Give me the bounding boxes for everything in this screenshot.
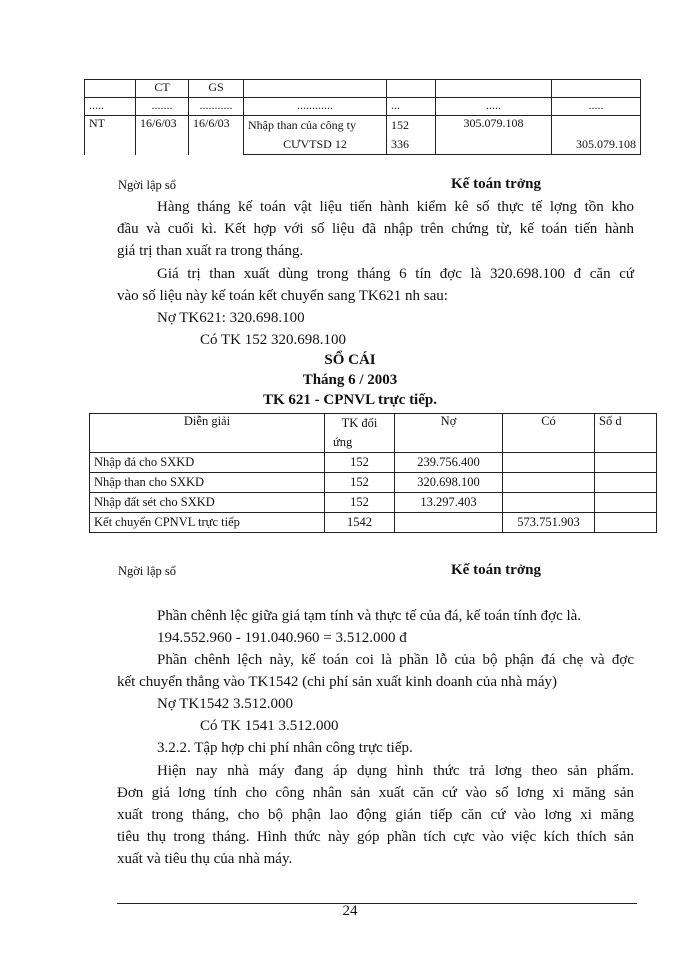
dots-cell: ... <box>387 98 436 116</box>
row-description: Nhập than cho SXKD <box>90 473 325 493</box>
journal-entry-credit: Có TK 1541 3.512.000 <box>200 718 339 734</box>
cell <box>436 80 552 98</box>
paragraph-line: xuất và tiêu thụ của nhà máy. <box>117 851 293 867</box>
header-account-line: TK đối <box>341 416 378 430</box>
cell <box>85 80 136 98</box>
table-row <box>90 453 657 473</box>
row-account: 1542 <box>325 513 395 533</box>
paragraph-line: giá trị than xuất ra trong tháng. <box>117 243 304 259</box>
header-credit: Có <box>503 414 595 453</box>
preparer-label: Ngời lập sổ <box>118 178 176 192</box>
description-cell <box>244 116 387 155</box>
row-balance <box>595 453 657 473</box>
row-credit <box>503 493 595 513</box>
dots-cell: ..... <box>436 98 552 116</box>
row-balance <box>595 493 657 513</box>
table-row <box>90 493 657 513</box>
row-debit: 320.698.100 <box>395 473 503 493</box>
journal-entry-debit: Nợ TK1542 3.512.000 <box>157 696 293 712</box>
header-ct: CT <box>136 80 189 98</box>
row-description: Kết chuyển CPNVL trực tiếp <box>90 513 325 533</box>
paragraph-line: Phần chênh lệch này, kế toán coi là phần lỗ của bộ phận đá chẹ và đợc <box>157 652 634 668</box>
page-number: 24 <box>342 903 358 919</box>
journal-table <box>84 79 641 155</box>
row-balance <box>595 513 657 533</box>
row-credit: 573.751.903 <box>503 513 595 533</box>
credit-cell: 305.079.108 <box>552 116 641 155</box>
row-balance <box>595 473 657 493</box>
row-account: 152 <box>325 473 395 493</box>
dots-cell: ........... <box>189 98 244 116</box>
tk-line: 336 <box>391 137 409 151</box>
dots-cell: ....... <box>136 98 189 116</box>
paragraph-line: Giá trị than xuất dùng trong tháng 6 tín đợc là 320.698.100 đ căn cứ <box>157 266 634 282</box>
preparer-label: Ngời lập sổ <box>118 564 176 578</box>
header-description: Diễn giải <box>90 414 325 453</box>
row-credit <box>503 453 595 473</box>
row-account: 152 <box>325 453 395 473</box>
section-heading: 3.2.2. Tập hợp chi phí nhân công trực tiếp. <box>157 740 413 756</box>
paragraph-line: Hiện nay nhà máy đang áp dụng hình thức trả lơng theo sản phẩm. <box>157 763 634 779</box>
tk-line: 152 <box>391 118 409 132</box>
ledger-account: TK 621 - CPNVL trực tiếp. <box>263 392 437 408</box>
header-account <box>325 414 395 453</box>
dots-cell: ..... <box>85 98 136 116</box>
journal-entry-debit: Nợ TK621: 320.698.100 <box>157 310 305 326</box>
paragraph-line: Phần chênh lệc giữa giá tạm tính và thực tế của đá, kế toán tính đợc là. <box>157 608 582 624</box>
row-credit <box>503 473 595 493</box>
cell <box>244 80 387 98</box>
paragraph-line: kết chuyển thẳng vào TK1542 (chi phí sản xuất kinh doanh của nhà máy) <box>117 674 558 690</box>
row-description: Nhập đất sét cho SXKD <box>90 493 325 513</box>
nt-cell: NT <box>85 116 136 155</box>
header-balance: Số d <box>595 414 657 453</box>
chief-accountant-label: Kế toán trởng <box>451 562 541 578</box>
debit-cell: 305.079.108 <box>436 116 552 155</box>
dots-cell: ..... <box>552 98 641 116</box>
table-row <box>90 513 657 533</box>
paragraph-line: đầu và cuối kì. Kết hợp với số liệu đã nhập trên chứng từ, kế toán tiến hành <box>117 221 634 237</box>
paragraph-line: Hàng tháng kế toán vật liệu tiến hành kiểm kê số thực tế lợng tồn kho <box>157 199 634 215</box>
calculation-line: 194.552.960 - 191.040.960 = 3.512.000 đ <box>157 630 407 646</box>
table-row <box>90 473 657 493</box>
date-gs-cell: 16/6/03 <box>189 116 244 155</box>
paragraph-line: vào số liệu này kế toán kết chuyển sang TK621 nh sau: <box>117 288 448 304</box>
ledger-table <box>89 413 657 533</box>
header-gs: GS <box>189 80 244 98</box>
description-line: Nhập than của công ty <box>248 118 356 132</box>
row-account: 152 <box>325 493 395 513</box>
header-debit: Nợ <box>395 414 503 453</box>
date-ct-cell: 16/6/03 <box>136 116 189 155</box>
chief-accountant-label: Kế toán trởng <box>451 176 541 192</box>
cell <box>552 80 641 98</box>
ledger-title: SỔ CÁI <box>324 352 376 368</box>
tk-cell <box>387 116 436 155</box>
cell <box>387 80 436 98</box>
dots-cell: ............ <box>244 98 387 116</box>
row-debit: 13.297.403 <box>395 493 503 513</box>
description-line: CƯVTSD 12 <box>283 137 347 151</box>
row-debit: 239.756.400 <box>395 453 503 473</box>
row-description: Nhập đá cho SXKD <box>90 453 325 473</box>
header-account-line: ứng <box>333 435 353 449</box>
paragraph-line: xuất trong tháng, cho bộ phận lao động gián tiếp căn cứ vào lơng xi măng <box>117 807 634 823</box>
paragraph-line: Đơn giá lơng tính cho công nhân sản xuất căn cứ vào số lơng xi măng sản <box>117 785 634 801</box>
row-debit <box>395 513 503 533</box>
journal-entry-credit: Có TK 152 320.698.100 <box>200 332 346 348</box>
ledger-month: Tháng 6 / 2003 <box>302 372 398 388</box>
paragraph-line: tiêu thụ trong tháng. Hình thức này góp phần tích cực vào việc kích thích sản <box>117 829 634 845</box>
